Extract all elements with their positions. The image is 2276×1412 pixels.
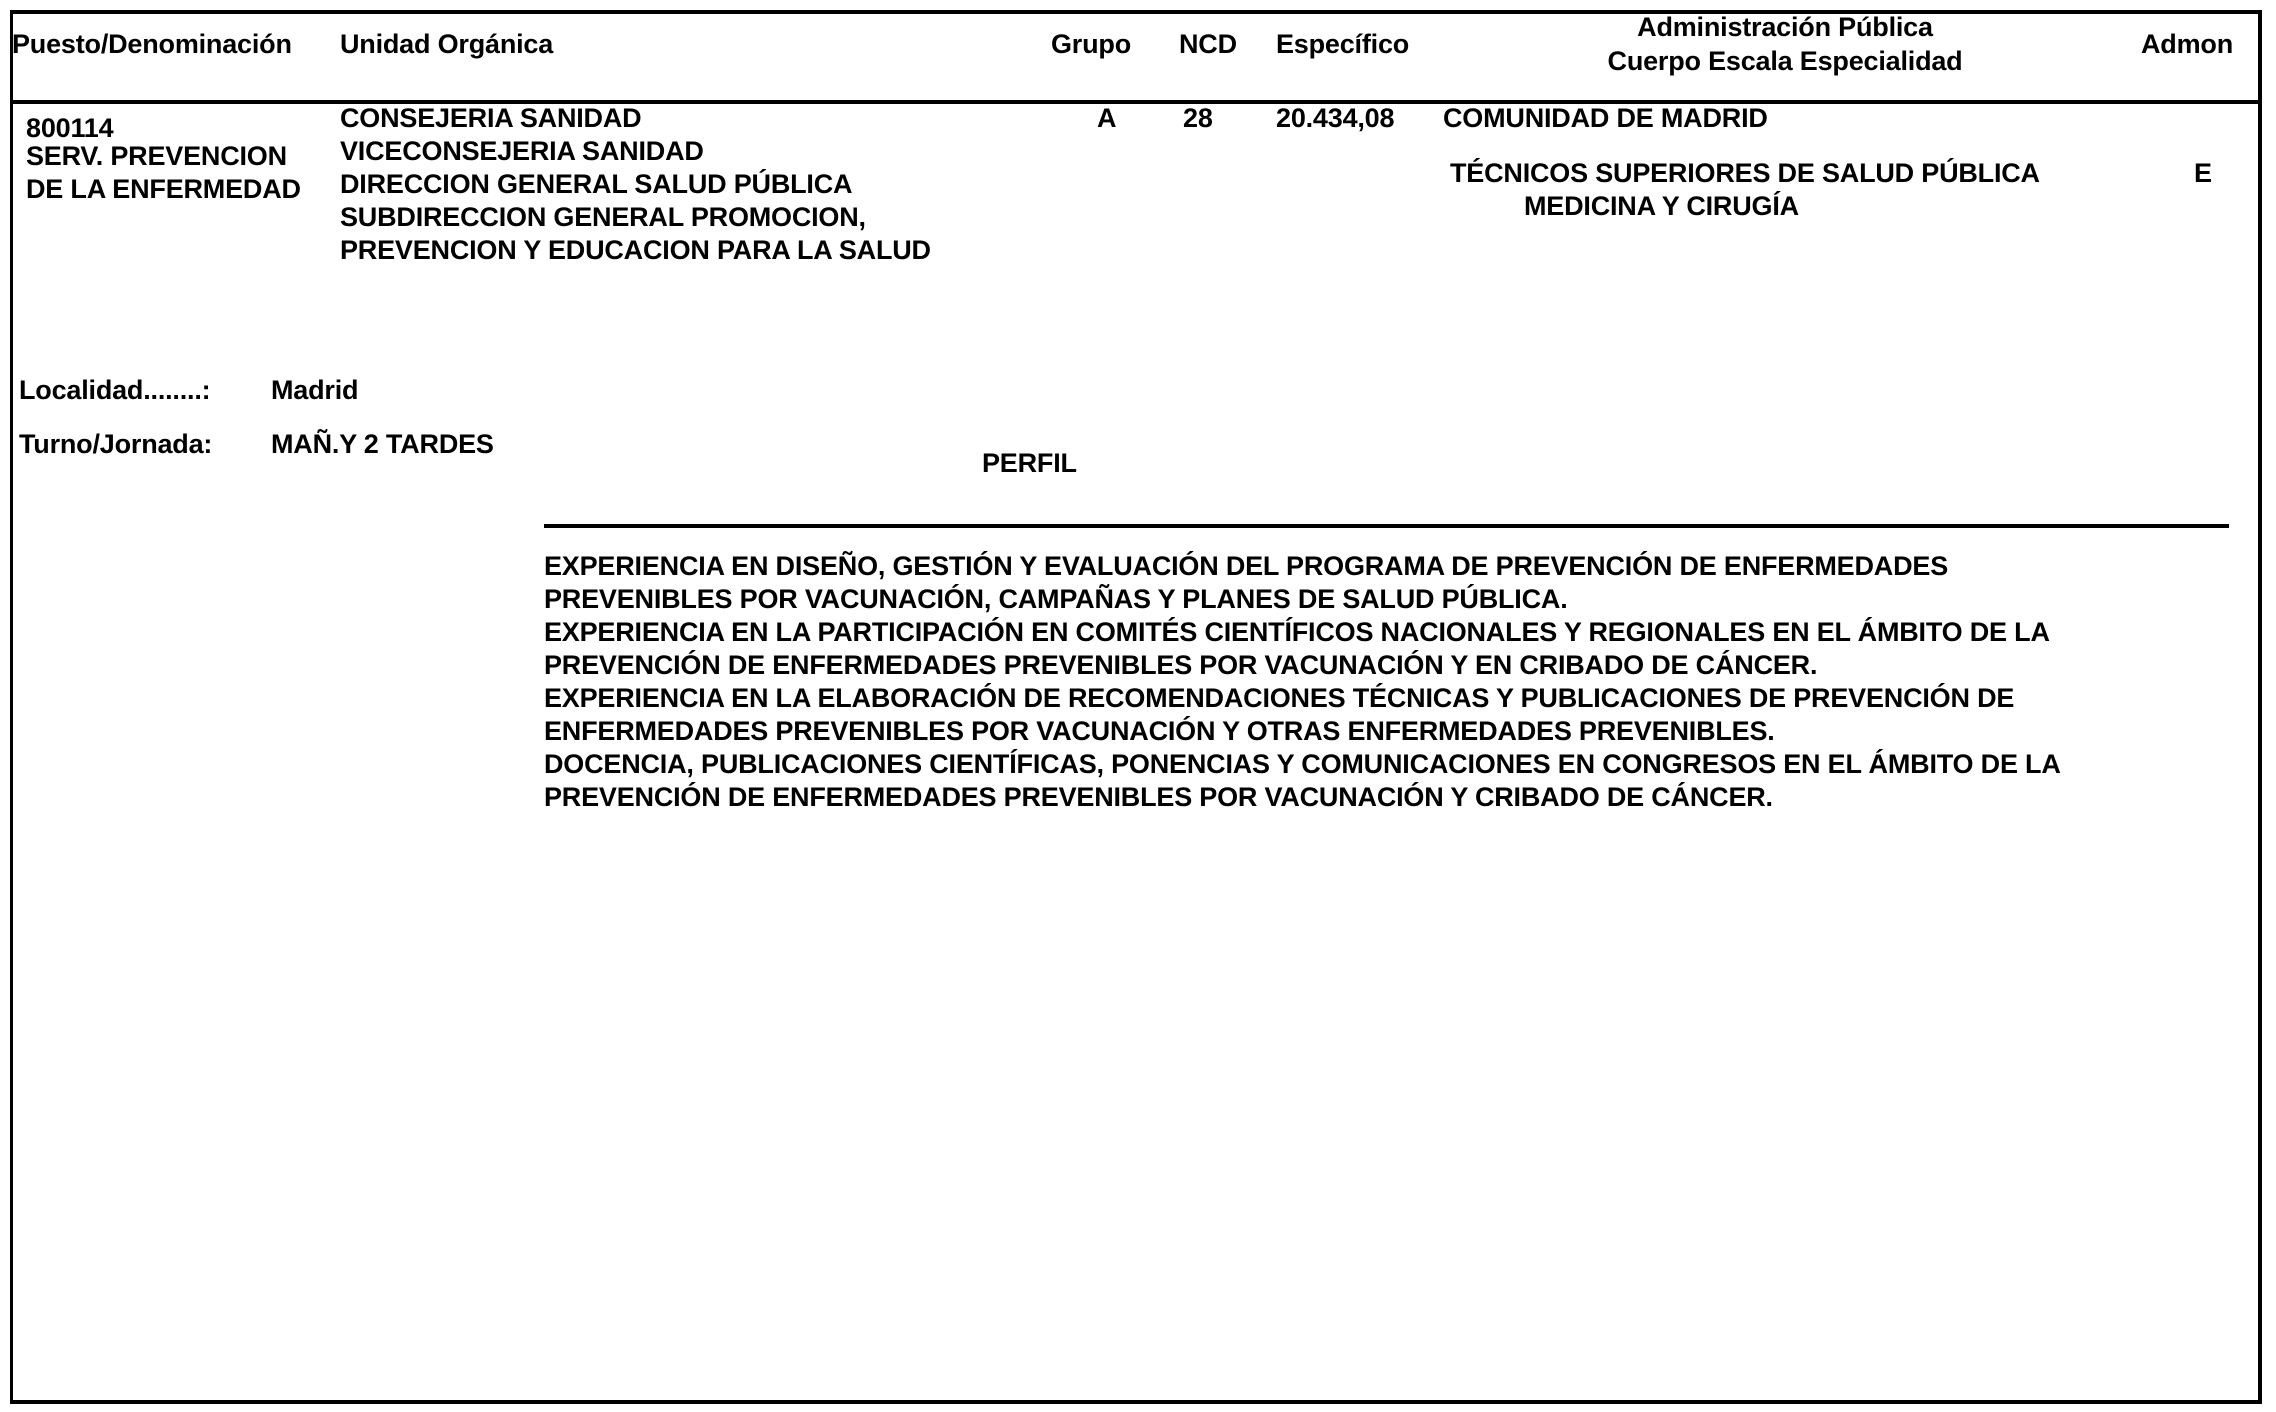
header-unidad: Unidad Orgánica — [340, 29, 554, 59]
unidad-organica — [340, 102, 931, 267]
perfil-line: ENFERMEDADES PREVENIBLES POR VACUNACIÓN Y OTRAS ENFERMEDADES PREVENIBLES. — [544, 716, 1775, 746]
perfil-line: PREVENIBLES POR VACUNACIÓN, CAMPAÑAS Y PLANES DE SALUD PÚBLICA. — [544, 584, 1568, 614]
header-grupo: Grupo — [1051, 29, 1131, 59]
grupo-value: A — [1097, 103, 1117, 133]
unidad-line: VICECONSEJERIA SANIDAD — [340, 136, 704, 166]
admon-value: E — [2194, 158, 2212, 188]
puesto-name-line-2: DE LA ENFERMEDAD — [26, 174, 301, 204]
perfil-text — [544, 550, 2061, 814]
header-admon: Admon — [2141, 29, 2233, 59]
perfil-line: EXPERIENCIA EN DISEÑO, GESTIÓN Y EVALUACIÓN DEL PROGRAMA DE PREVENCIÓN DE ENFERMEDADES — [544, 551, 1949, 581]
perfil-divider — [544, 524, 2229, 528]
puesto-code: 800114 — [26, 113, 114, 143]
turno-label: Turno/Jornada: — [19, 429, 213, 459]
perfil-line: PREVENCIÓN DE ENFERMEDADES PREVENIBLES POR VACUNACIÓN Y EN CRIBADO DE CÁNCER. — [544, 650, 1818, 680]
unidad-line: SUBDIRECCION GENERAL PROMOCION, — [340, 202, 866, 232]
unidad-line: DIRECCION GENERAL SALUD PÚBLICA — [340, 169, 853, 199]
localidad-label: Localidad........: — [19, 375, 211, 405]
ncd-value: 28 — [1183, 103, 1213, 133]
perfil-line: EXPERIENCIA EN LA ELABORACIÓN DE RECOMENDACIONES TÉCNICAS Y PUBLICACIONES DE PREVENCIÓN DE — [544, 683, 2015, 713]
header-puesto: Puesto/Denominación — [12, 29, 292, 59]
perfil-title: PERFIL — [982, 448, 1077, 478]
header-especifico: Específico — [1276, 29, 1410, 59]
especifico-value: 20.434,08 — [1276, 103, 1395, 133]
header-cuerpo-escala-especialidad: Cuerpo Escala Especialidad — [1607, 46, 1963, 76]
unidad-line: CONSEJERIA SANIDAD — [340, 103, 642, 133]
administracion-value: COMUNIDAD DE MADRID — [1443, 103, 1768, 133]
unidad-line: PREVENCION Y EDUCACION PARA LA SALUD — [340, 235, 931, 265]
header-ncd: NCD — [1179, 29, 1237, 59]
header-administracion: Administración Pública — [1637, 12, 1933, 42]
perfil-line: DOCENCIA, PUBLICACIONES CIENTÍFICAS, PONENCIAS Y COMUNICACIONES EN CONGRESOS EN EL ÁMBITO DE LA — [544, 749, 2061, 779]
turno-value: MAÑ.Y 2 TARDES — [271, 429, 494, 459]
perfil-line: PREVENCIÓN DE ENFERMEDADES PREVENIBLES POR VACUNACIÓN Y CRIBADO DE CÁNCER. — [544, 782, 1773, 812]
cuerpo-value: TÉCNICOS SUPERIORES DE SALUD PÚBLICA — [1450, 158, 2040, 188]
perfil-line: EXPERIENCIA EN LA PARTICIPACIÓN EN COMITÉS CIENTÍFICOS NACIONALES Y REGIONALES EN EL ÁMBITO DE LA — [544, 617, 2050, 647]
puesto-denominacion — [26, 112, 301, 206]
especialidad-value: MEDICINA Y CIRUGÍA — [1524, 191, 1799, 221]
puesto-name-line-1: SERV. PREVENCION — [26, 141, 287, 171]
localidad-value: Madrid — [271, 375, 359, 405]
